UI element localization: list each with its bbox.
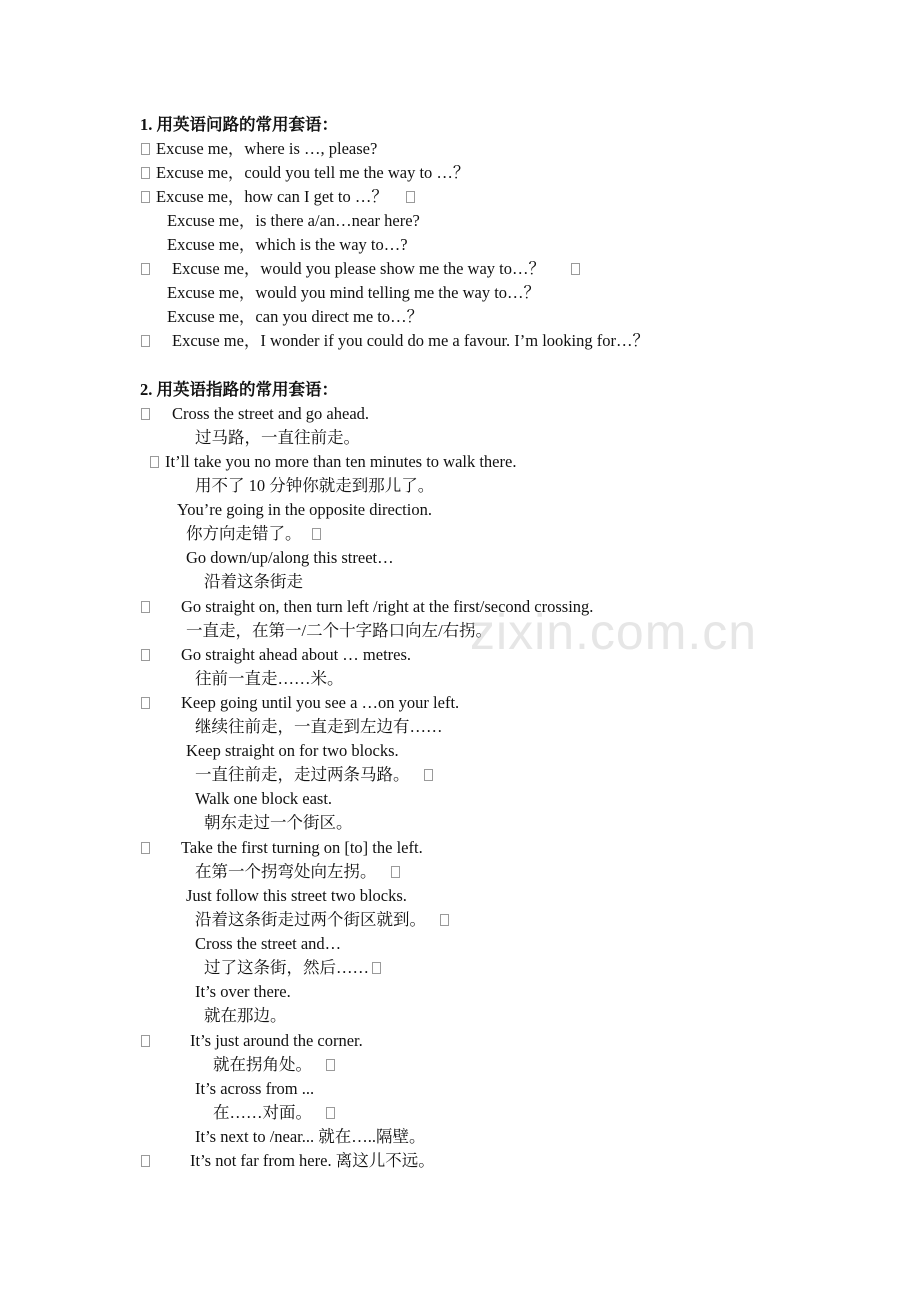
ask-line-9: Excuse me，I wonder if you could do me a favour. I’m looking for…？ xyxy=(141,330,649,352)
direct-line-9: Walk one block east. xyxy=(195,789,333,808)
box-icon xyxy=(424,769,433,781)
direct-line-12: Cross the street and… xyxy=(195,934,342,953)
section-2-heading: 2. 用英语指路的常用套语： xyxy=(140,380,338,399)
direct-line-3: You’re going in the opposite direction. xyxy=(177,500,432,519)
direct-line-6: Go straight ahead about … metres. xyxy=(141,644,411,666)
bullet-box-icon xyxy=(141,697,150,709)
ask-line-7: Excuse me，would you mind telling me the way to…？ xyxy=(167,283,541,302)
ask-line-3: Excuse me，how can I get to …？ xyxy=(141,186,415,208)
ask-line-8: Excuse me，can you direct me to…？ xyxy=(167,307,424,326)
direct-line-13-zh: 就在那边。 xyxy=(204,1006,287,1025)
direct-line-1-zh: 过马路，一直往前走。 xyxy=(195,428,360,447)
direct-line-11-zh: 沿着这条街走过两个街区就到。 xyxy=(195,909,449,931)
direct-line-13: It’s over there. xyxy=(195,982,291,1001)
bullet-box-icon xyxy=(141,335,150,347)
section-1-heading: 1. 用英语问路的常用套语： xyxy=(140,115,338,134)
direct-line-9-zh: 朝东走过一个街区。 xyxy=(204,813,353,832)
ask-line-2: Excuse me，could you tell me the way to …？ xyxy=(141,162,469,184)
bullet-box-icon xyxy=(141,842,150,854)
box-icon xyxy=(372,962,381,974)
bullet-box-icon xyxy=(141,601,150,613)
box-icon xyxy=(440,914,449,926)
bullet-box-icon xyxy=(141,263,150,275)
box-icon xyxy=(391,866,400,878)
watermark-text: zixin.com.cn xyxy=(470,604,758,660)
bullet-box-icon xyxy=(141,191,150,203)
bullet-box-icon xyxy=(150,456,159,468)
direct-line-7-zh: 继续往前走，一直走到左边有…… xyxy=(195,717,443,736)
direct-line-3-zh: 你方向走错了。 xyxy=(186,523,321,545)
ask-line-6: Excuse me，would you please show me the way to…？ xyxy=(141,258,580,280)
bullet-box-icon xyxy=(141,143,150,155)
direct-line-5-zh: 一直走，在第一/二个十字路口向左/右拐。 xyxy=(186,621,493,640)
direct-line-15: It’s across from ... xyxy=(195,1079,315,1098)
bullet-box-icon xyxy=(141,1155,150,1167)
direct-line-7: Keep going until you see a …on your left. xyxy=(141,692,459,714)
direct-line-6-zh: 往前一直走……米。 xyxy=(195,669,344,688)
direct-line-15-zh: 在……对面。 xyxy=(213,1102,335,1124)
bullet-box-icon xyxy=(141,167,150,179)
ask-line-5: Excuse me，which is the way to…? xyxy=(167,235,408,254)
box-icon xyxy=(312,528,321,540)
box-icon xyxy=(406,191,415,203)
direct-line-14: It’s just around the corner. xyxy=(141,1030,363,1052)
bullet-box-icon xyxy=(141,408,150,420)
direct-line-2-zh: 用不了 10 分钟你就走到那儿了。 xyxy=(195,476,435,495)
direct-line-4-zh: 沿着这条街走 xyxy=(204,572,303,591)
direct-line-2: It’ll take you no more than ten minutes to walk there. xyxy=(150,451,516,473)
box-icon xyxy=(326,1059,335,1071)
ask-line-1: Excuse me，where is …, please? xyxy=(141,138,377,160)
direct-line-8-zh: 一直往前走，走过两条马路。 xyxy=(195,764,433,786)
direct-line-10-zh: 在第一个拐弯处向左拐。 xyxy=(195,861,400,883)
box-icon xyxy=(326,1107,335,1119)
ask-line-4: Excuse me，is there a/an…near here? xyxy=(167,211,420,230)
bullet-box-icon xyxy=(141,649,150,661)
direct-line-16: It’s next to /near... 就在…..隔壁。 xyxy=(195,1127,426,1146)
box-icon xyxy=(571,263,580,275)
direct-line-10: Take the first turning on [to] the left. xyxy=(141,837,423,859)
direct-line-1: Cross the street and go ahead. xyxy=(141,403,369,425)
bullet-box-icon xyxy=(141,1035,150,1047)
direct-line-14-zh: 就在拐角处。 xyxy=(213,1054,335,1076)
direct-line-8: Keep straight on for two blocks. xyxy=(186,741,399,760)
direct-line-12-zh: 过了这条街，然后…… xyxy=(204,957,381,979)
direct-line-11: Just follow this street two blocks. xyxy=(186,886,407,905)
direct-line-4: Go down/up/along this street… xyxy=(186,548,394,567)
direct-line-17: It’s not far from here. 离这儿不远。 xyxy=(141,1150,435,1172)
direct-line-5: Go straight on, then turn left /right at the first/second crossing. xyxy=(141,596,593,618)
